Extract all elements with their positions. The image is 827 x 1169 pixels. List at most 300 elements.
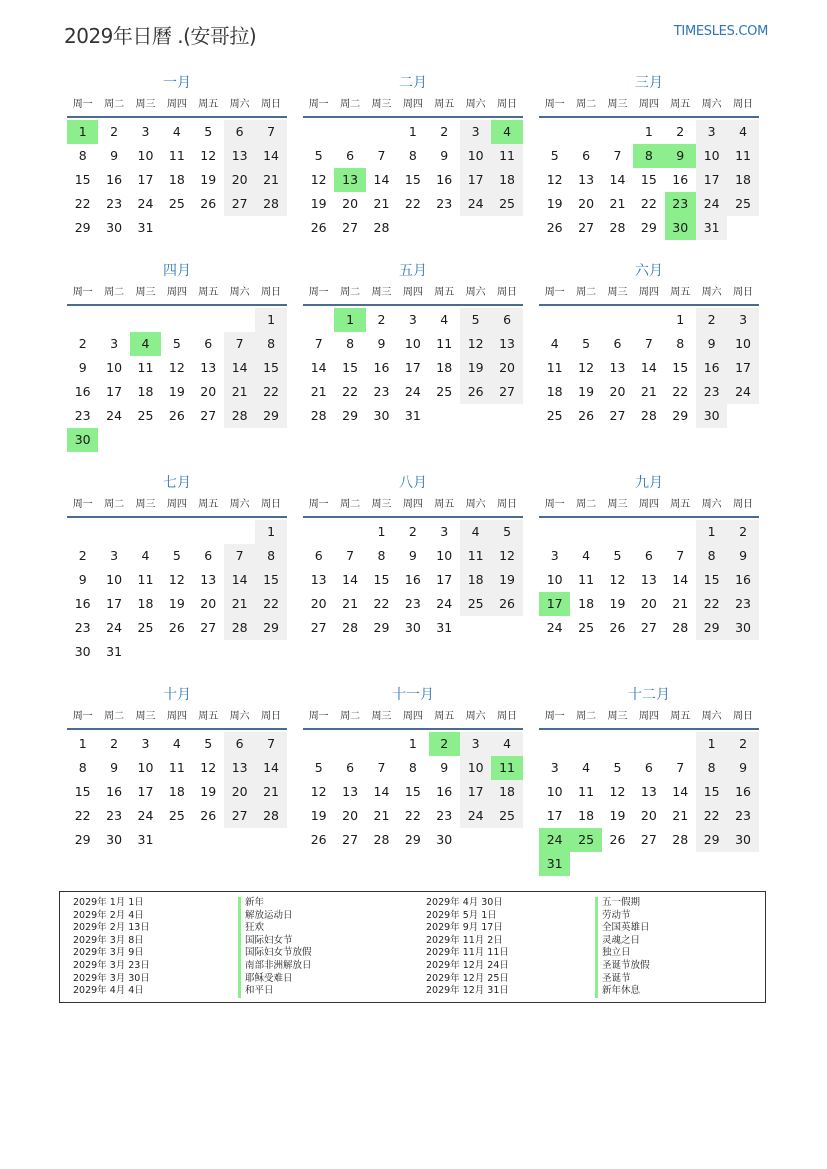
day-cell: 21 — [640, 384, 657, 399]
day-cell: 24 — [106, 408, 123, 423]
month-block — [303, 260, 523, 428]
day-cell: 27 — [578, 220, 595, 235]
day-cell: 21 — [255, 168, 286, 192]
legend-date: 2029年 3月 8日 — [73, 934, 144, 946]
empty-cell — [130, 308, 161, 332]
day-cell: 25 — [727, 192, 758, 216]
weekday-label: 周六 — [229, 499, 250, 510]
weekday-header — [539, 706, 759, 730]
day-cell: 29 — [696, 616, 727, 640]
day-cell: 3 — [408, 312, 417, 327]
empty-cell — [303, 120, 334, 144]
weekday-label: 周一 — [544, 499, 565, 510]
weekday-header — [539, 94, 759, 118]
day-cell: 10 — [696, 144, 727, 168]
day-cell: 7 — [314, 336, 323, 351]
day-cell: 14 — [373, 784, 390, 799]
holiday-day: 31 — [539, 852, 570, 876]
empty-cell — [67, 520, 98, 544]
day-cell: 18 — [546, 384, 563, 399]
day-cell: 13 — [640, 784, 657, 799]
day-cell: 7 — [346, 548, 355, 563]
empty-cell — [602, 308, 633, 332]
day-cell: 23 — [436, 196, 453, 211]
holiday-day: 30 — [665, 216, 696, 240]
site-logo: TIMESLES.COM — [673, 24, 768, 39]
weekday-label: 周六 — [229, 99, 250, 110]
day-cell: 18 — [137, 384, 154, 399]
weekday-label: 周四 — [402, 711, 423, 722]
day-cell: 10 — [106, 572, 123, 587]
day-cell: 8 — [408, 760, 417, 775]
day-cell: 2 — [78, 548, 87, 563]
legend-holiday-name: 圣诞节放假 — [595, 960, 650, 973]
day-cell: 16 — [436, 784, 453, 799]
day-cell: 10 — [404, 336, 421, 351]
day-cell: 23 — [727, 592, 758, 616]
day-cell: 11 — [137, 572, 154, 587]
day-cell: 15 — [342, 360, 359, 375]
weekday-label: 周三 — [371, 499, 392, 510]
page-title: 2029年日曆 .(安哥拉) — [64, 24, 257, 48]
day-cell: 15 — [74, 784, 91, 799]
day-cell: 15 — [696, 568, 727, 592]
day-cell: 15 — [74, 172, 91, 187]
day-cell: 20 — [310, 596, 327, 611]
holiday-day: 13 — [334, 168, 365, 192]
day-cell: 18 — [436, 360, 453, 375]
day-cell: 12 — [578, 360, 595, 375]
month-block — [303, 684, 523, 852]
day-cell: 10 — [546, 572, 563, 587]
day-grid — [67, 520, 287, 664]
day-cell: 9 — [78, 572, 87, 587]
day-cell: 3 — [141, 124, 150, 139]
day-cell: 10 — [460, 144, 491, 168]
day-cell: 9 — [110, 148, 119, 163]
legend-names-left — [238, 897, 312, 998]
day-cell: 1 — [408, 124, 417, 139]
day-cell: 24 — [546, 620, 563, 635]
day-cell: 23 — [727, 804, 758, 828]
weekday-label: 周四 — [166, 287, 187, 298]
day-cell: 17 — [137, 784, 154, 799]
day-cell: 3 — [110, 336, 119, 351]
day-cell: 11 — [168, 148, 185, 163]
day-cell: 26 — [609, 832, 626, 847]
day-cell: 8 — [255, 332, 286, 356]
day-cell: 19 — [609, 596, 626, 611]
weekday-label: 周五 — [434, 711, 455, 722]
day-cell: 26 — [168, 408, 185, 423]
day-cell: 4 — [172, 736, 181, 751]
weekday-label: 周五 — [670, 99, 691, 110]
day-cell: 1 — [408, 736, 417, 751]
legend-date: 2029年 1月 1日 — [73, 897, 144, 908]
month-name: 十一月 — [392, 687, 434, 703]
day-cell: 4 — [550, 336, 559, 351]
day-cell: 3 — [460, 120, 491, 144]
weekday-label: 周日 — [497, 499, 518, 510]
month-block — [539, 684, 759, 876]
empty-cell — [224, 520, 255, 544]
day-cell: 19 — [609, 808, 626, 823]
day-cell: 7 — [224, 544, 255, 568]
empty-cell — [665, 732, 696, 756]
day-cell: 13 — [640, 572, 657, 587]
weekday-label: 周四 — [402, 99, 423, 110]
day-cell: 28 — [373, 220, 390, 235]
day-cell: 8 — [377, 548, 386, 563]
weekday-label: 周二 — [576, 287, 597, 298]
day-cell: 22 — [74, 196, 91, 211]
day-cell: 2 — [440, 124, 449, 139]
day-cell: 22 — [255, 380, 286, 404]
empty-cell — [633, 308, 664, 332]
day-cell: 25 — [137, 620, 154, 635]
day-cell: 13 — [200, 572, 217, 587]
day-cell: 9 — [696, 332, 727, 356]
day-cell: 24 — [436, 596, 453, 611]
day-cell: 3 — [460, 732, 491, 756]
day-cell: 30 — [727, 616, 758, 640]
day-cell: 27 — [640, 832, 657, 847]
day-cell: 12 — [200, 148, 217, 163]
day-cell: 24 — [460, 804, 491, 828]
day-cell: 10 — [727, 332, 758, 356]
weekday-label: 周五 — [198, 287, 219, 298]
day-cell: 12 — [460, 332, 491, 356]
day-cell: 22 — [404, 196, 421, 211]
day-cell: 17 — [727, 356, 758, 380]
day-cell: 13 — [224, 144, 255, 168]
weekday-label: 周二 — [104, 499, 125, 510]
day-cell: 14 — [255, 756, 286, 780]
day-cell: 22 — [696, 804, 727, 828]
day-cell: 16 — [672, 172, 689, 187]
day-cell: 31 — [137, 220, 154, 235]
day-cell: 2 — [727, 732, 758, 756]
empty-cell — [539, 520, 570, 544]
day-cell: 14 — [255, 144, 286, 168]
day-cell: 21 — [255, 780, 286, 804]
day-cell: 19 — [310, 808, 327, 823]
legend-holiday-name: 南部非洲解放日 — [238, 960, 312, 973]
day-cell: 22 — [404, 808, 421, 823]
day-cell: 16 — [404, 572, 421, 587]
legend-holiday-name: 国际妇女节 — [238, 935, 312, 948]
day-grid — [303, 732, 523, 852]
day-cell: 21 — [609, 196, 626, 211]
holiday-day: 4 — [491, 120, 522, 144]
empty-cell — [602, 120, 633, 144]
day-cell: 5 — [314, 760, 323, 775]
legend-date: 2029年 4月 30日 — [426, 897, 503, 908]
day-cell: 25 — [546, 408, 563, 423]
month-name: 八月 — [399, 475, 427, 491]
day-cell: 25 — [137, 408, 154, 423]
day-cell: 11 — [578, 572, 595, 587]
weekday-label: 周四 — [638, 99, 659, 110]
empty-cell — [602, 520, 633, 544]
legend-holiday-name: 狂欢 — [238, 922, 312, 935]
day-cell: 20 — [200, 384, 217, 399]
day-cell: 23 — [404, 596, 421, 611]
weekday-label: 周三 — [135, 99, 156, 110]
empty-cell — [665, 520, 696, 544]
weekday-label: 周五 — [670, 499, 691, 510]
day-cell: 12 — [491, 544, 522, 568]
weekday-label: 周四 — [166, 99, 187, 110]
day-cell: 26 — [491, 592, 522, 616]
month-name: 六月 — [635, 263, 663, 279]
day-cell: 20 — [224, 168, 255, 192]
day-cell: 12 — [546, 172, 563, 187]
day-cell: 5 — [460, 308, 491, 332]
day-cell: 23 — [74, 620, 91, 635]
day-cell: 1 — [78, 736, 87, 751]
day-cell: 15 — [373, 572, 390, 587]
day-cell: 3 — [727, 308, 758, 332]
day-cell: 15 — [255, 568, 286, 592]
day-cell: 21 — [342, 596, 359, 611]
legend-holiday-name: 耶稣受难日 — [238, 973, 312, 986]
empty-cell — [539, 120, 570, 144]
day-cell: 27 — [224, 804, 255, 828]
day-cell: 21 — [224, 592, 255, 616]
day-cell: 30 — [106, 220, 123, 235]
weekday-label: 周四 — [638, 287, 659, 298]
day-cell: 11 — [727, 144, 758, 168]
day-cell: 14 — [640, 360, 657, 375]
day-cell: 5 — [491, 520, 522, 544]
day-cell: 11 — [460, 544, 491, 568]
weekday-label: 周一 — [72, 287, 93, 298]
weekday-label: 周四 — [166, 499, 187, 510]
holiday-day: 23 — [665, 192, 696, 216]
legend-names-right — [595, 897, 650, 998]
day-grid — [303, 308, 523, 428]
empty-cell — [98, 308, 129, 332]
day-cell: 13 — [578, 172, 595, 187]
day-grid — [67, 120, 287, 240]
day-cell: 6 — [346, 760, 355, 775]
weekday-label: 周三 — [135, 499, 156, 510]
day-cell: 8 — [408, 148, 417, 163]
weekday-label: 周五 — [434, 287, 455, 298]
day-cell: 14 — [373, 172, 390, 187]
month-block — [539, 72, 759, 240]
day-cell: 21 — [672, 596, 689, 611]
day-cell: 21 — [672, 808, 689, 823]
weekday-label: 周六 — [465, 711, 486, 722]
day-cell: 28 — [640, 408, 657, 423]
weekday-label: 周一 — [308, 499, 329, 510]
day-cell: 23 — [106, 196, 123, 211]
empty-cell — [633, 520, 664, 544]
weekday-label: 周五 — [434, 99, 455, 110]
weekday-label: 周五 — [434, 499, 455, 510]
day-cell: 28 — [373, 832, 390, 847]
legend-holiday-name: 圣诞节 — [595, 973, 650, 986]
month-block — [67, 260, 287, 452]
legend-holiday-name: 解放运动日 — [238, 910, 312, 923]
weekday-label: 周四 — [638, 499, 659, 510]
weekday-label: 周二 — [340, 711, 361, 722]
day-cell: 10 — [106, 360, 123, 375]
empty-cell — [224, 308, 255, 332]
day-cell: 2 — [78, 336, 87, 351]
day-cell: 24 — [137, 196, 154, 211]
day-cell: 12 — [310, 172, 327, 187]
day-cell: 18 — [460, 568, 491, 592]
day-cell: 24 — [404, 384, 421, 399]
day-cell: 20 — [200, 596, 217, 611]
day-cell: 5 — [582, 336, 591, 351]
day-cell: 3 — [440, 524, 449, 539]
day-cell: 23 — [74, 408, 91, 423]
empty-cell — [67, 308, 98, 332]
weekday-label: 周六 — [465, 99, 486, 110]
day-cell: 29 — [255, 616, 286, 640]
day-cell: 11 — [578, 784, 595, 799]
weekday-header — [303, 94, 523, 118]
day-cell: 9 — [727, 544, 758, 568]
weekday-label: 周三 — [371, 711, 392, 722]
weekday-label: 周二 — [576, 499, 597, 510]
day-cell: 16 — [696, 356, 727, 380]
day-cell: 31 — [404, 408, 421, 423]
day-cell: 17 — [436, 572, 453, 587]
day-cell: 1 — [644, 124, 653, 139]
holiday-day: 4 — [130, 332, 161, 356]
day-cell: 20 — [342, 196, 359, 211]
weekday-header — [539, 494, 759, 518]
day-cell: 20 — [640, 596, 657, 611]
legend-date: 2029年 3月 30日 — [73, 972, 150, 984]
day-cell: 7 — [377, 148, 386, 163]
day-cell: 7 — [377, 760, 386, 775]
day-cell: 18 — [168, 784, 185, 799]
day-cell: 22 — [640, 196, 657, 211]
day-cell: 25 — [460, 592, 491, 616]
day-cell: 12 — [609, 572, 626, 587]
day-cell: 11 — [546, 360, 563, 375]
month-name: 七月 — [163, 475, 191, 491]
day-cell: 6 — [644, 548, 653, 563]
day-cell: 12 — [200, 760, 217, 775]
day-cell: 17 — [460, 168, 491, 192]
day-cell: 19 — [578, 384, 595, 399]
day-cell: 3 — [550, 760, 559, 775]
weekday-label: 周六 — [465, 287, 486, 298]
day-cell: 4 — [727, 120, 758, 144]
day-cell: 13 — [200, 360, 217, 375]
weekday-label: 周三 — [371, 99, 392, 110]
day-cell: 29 — [404, 832, 421, 847]
day-cell: 28 — [672, 620, 689, 635]
day-cell: 1 — [696, 520, 727, 544]
day-cell: 25 — [168, 196, 185, 211]
day-cell: 22 — [74, 808, 91, 823]
day-cell: 10 — [436, 548, 453, 563]
legend-holiday-name: 独立日 — [595, 947, 650, 960]
weekday-label: 周三 — [135, 711, 156, 722]
weekday-label: 周二 — [576, 711, 597, 722]
day-grid — [539, 120, 759, 240]
legend-dates-right — [426, 897, 509, 998]
weekday-label: 周四 — [402, 287, 423, 298]
day-cell: 4 — [141, 548, 150, 563]
day-grid — [303, 520, 523, 640]
day-cell: 1 — [676, 312, 685, 327]
day-cell: 26 — [200, 196, 217, 211]
weekday-header — [539, 282, 759, 306]
legend-holiday-name: 灵魂之日 — [595, 935, 650, 948]
day-cell: 29 — [640, 220, 657, 235]
day-cell: 22 — [672, 384, 689, 399]
weekday-label: 周六 — [229, 711, 250, 722]
weekday-label: 周日 — [497, 711, 518, 722]
day-cell: 2 — [727, 520, 758, 544]
weekday-header — [303, 494, 523, 518]
empty-cell — [161, 520, 192, 544]
day-cell: 18 — [491, 168, 522, 192]
day-cell: 12 — [310, 784, 327, 799]
day-cell: 8 — [346, 336, 355, 351]
day-cell: 14 — [672, 784, 689, 799]
day-cell: 19 — [168, 596, 185, 611]
day-cell: 6 — [613, 336, 622, 351]
month-name: 一月 — [163, 75, 191, 91]
month-block — [67, 684, 287, 852]
day-cell: 14 — [310, 360, 327, 375]
empty-cell — [539, 732, 570, 756]
weekday-label: 周六 — [701, 499, 722, 510]
legend-holiday-name: 劳动节 — [595, 910, 650, 923]
day-cell: 9 — [78, 360, 87, 375]
day-cell: 6 — [582, 148, 591, 163]
day-cell: 25 — [491, 192, 522, 216]
day-cell: 5 — [613, 760, 622, 775]
day-cell: 22 — [696, 592, 727, 616]
day-cell: 1 — [377, 524, 386, 539]
day-cell: 30 — [696, 404, 727, 428]
empty-cell — [570, 308, 601, 332]
weekday-label: 周一 — [308, 287, 329, 298]
day-cell: 4 — [491, 732, 522, 756]
day-cell: 6 — [204, 548, 213, 563]
day-cell: 25 — [578, 620, 595, 635]
day-cell: 5 — [550, 148, 559, 163]
legend-date: 2029年 12月 31日 — [426, 985, 509, 997]
day-cell: 11 — [137, 360, 154, 375]
legend-date: 2029年 4月 4日 — [73, 985, 144, 997]
legend-date: 2029年 12月 24日 — [426, 959, 509, 971]
day-cell: 26 — [200, 808, 217, 823]
day-cell: 7 — [224, 332, 255, 356]
empty-cell — [334, 732, 365, 756]
legend-date: 2029年 3月 9日 — [73, 947, 144, 959]
day-cell: 27 — [342, 220, 359, 235]
weekday-label: 周二 — [104, 99, 125, 110]
legend-date: 2029年 12月 25日 — [426, 972, 509, 984]
day-cell: 18 — [491, 780, 522, 804]
day-cell: 18 — [578, 808, 595, 823]
day-cell: 30 — [74, 644, 91, 659]
day-cell: 25 — [436, 384, 453, 399]
day-cell: 31 — [696, 216, 727, 240]
